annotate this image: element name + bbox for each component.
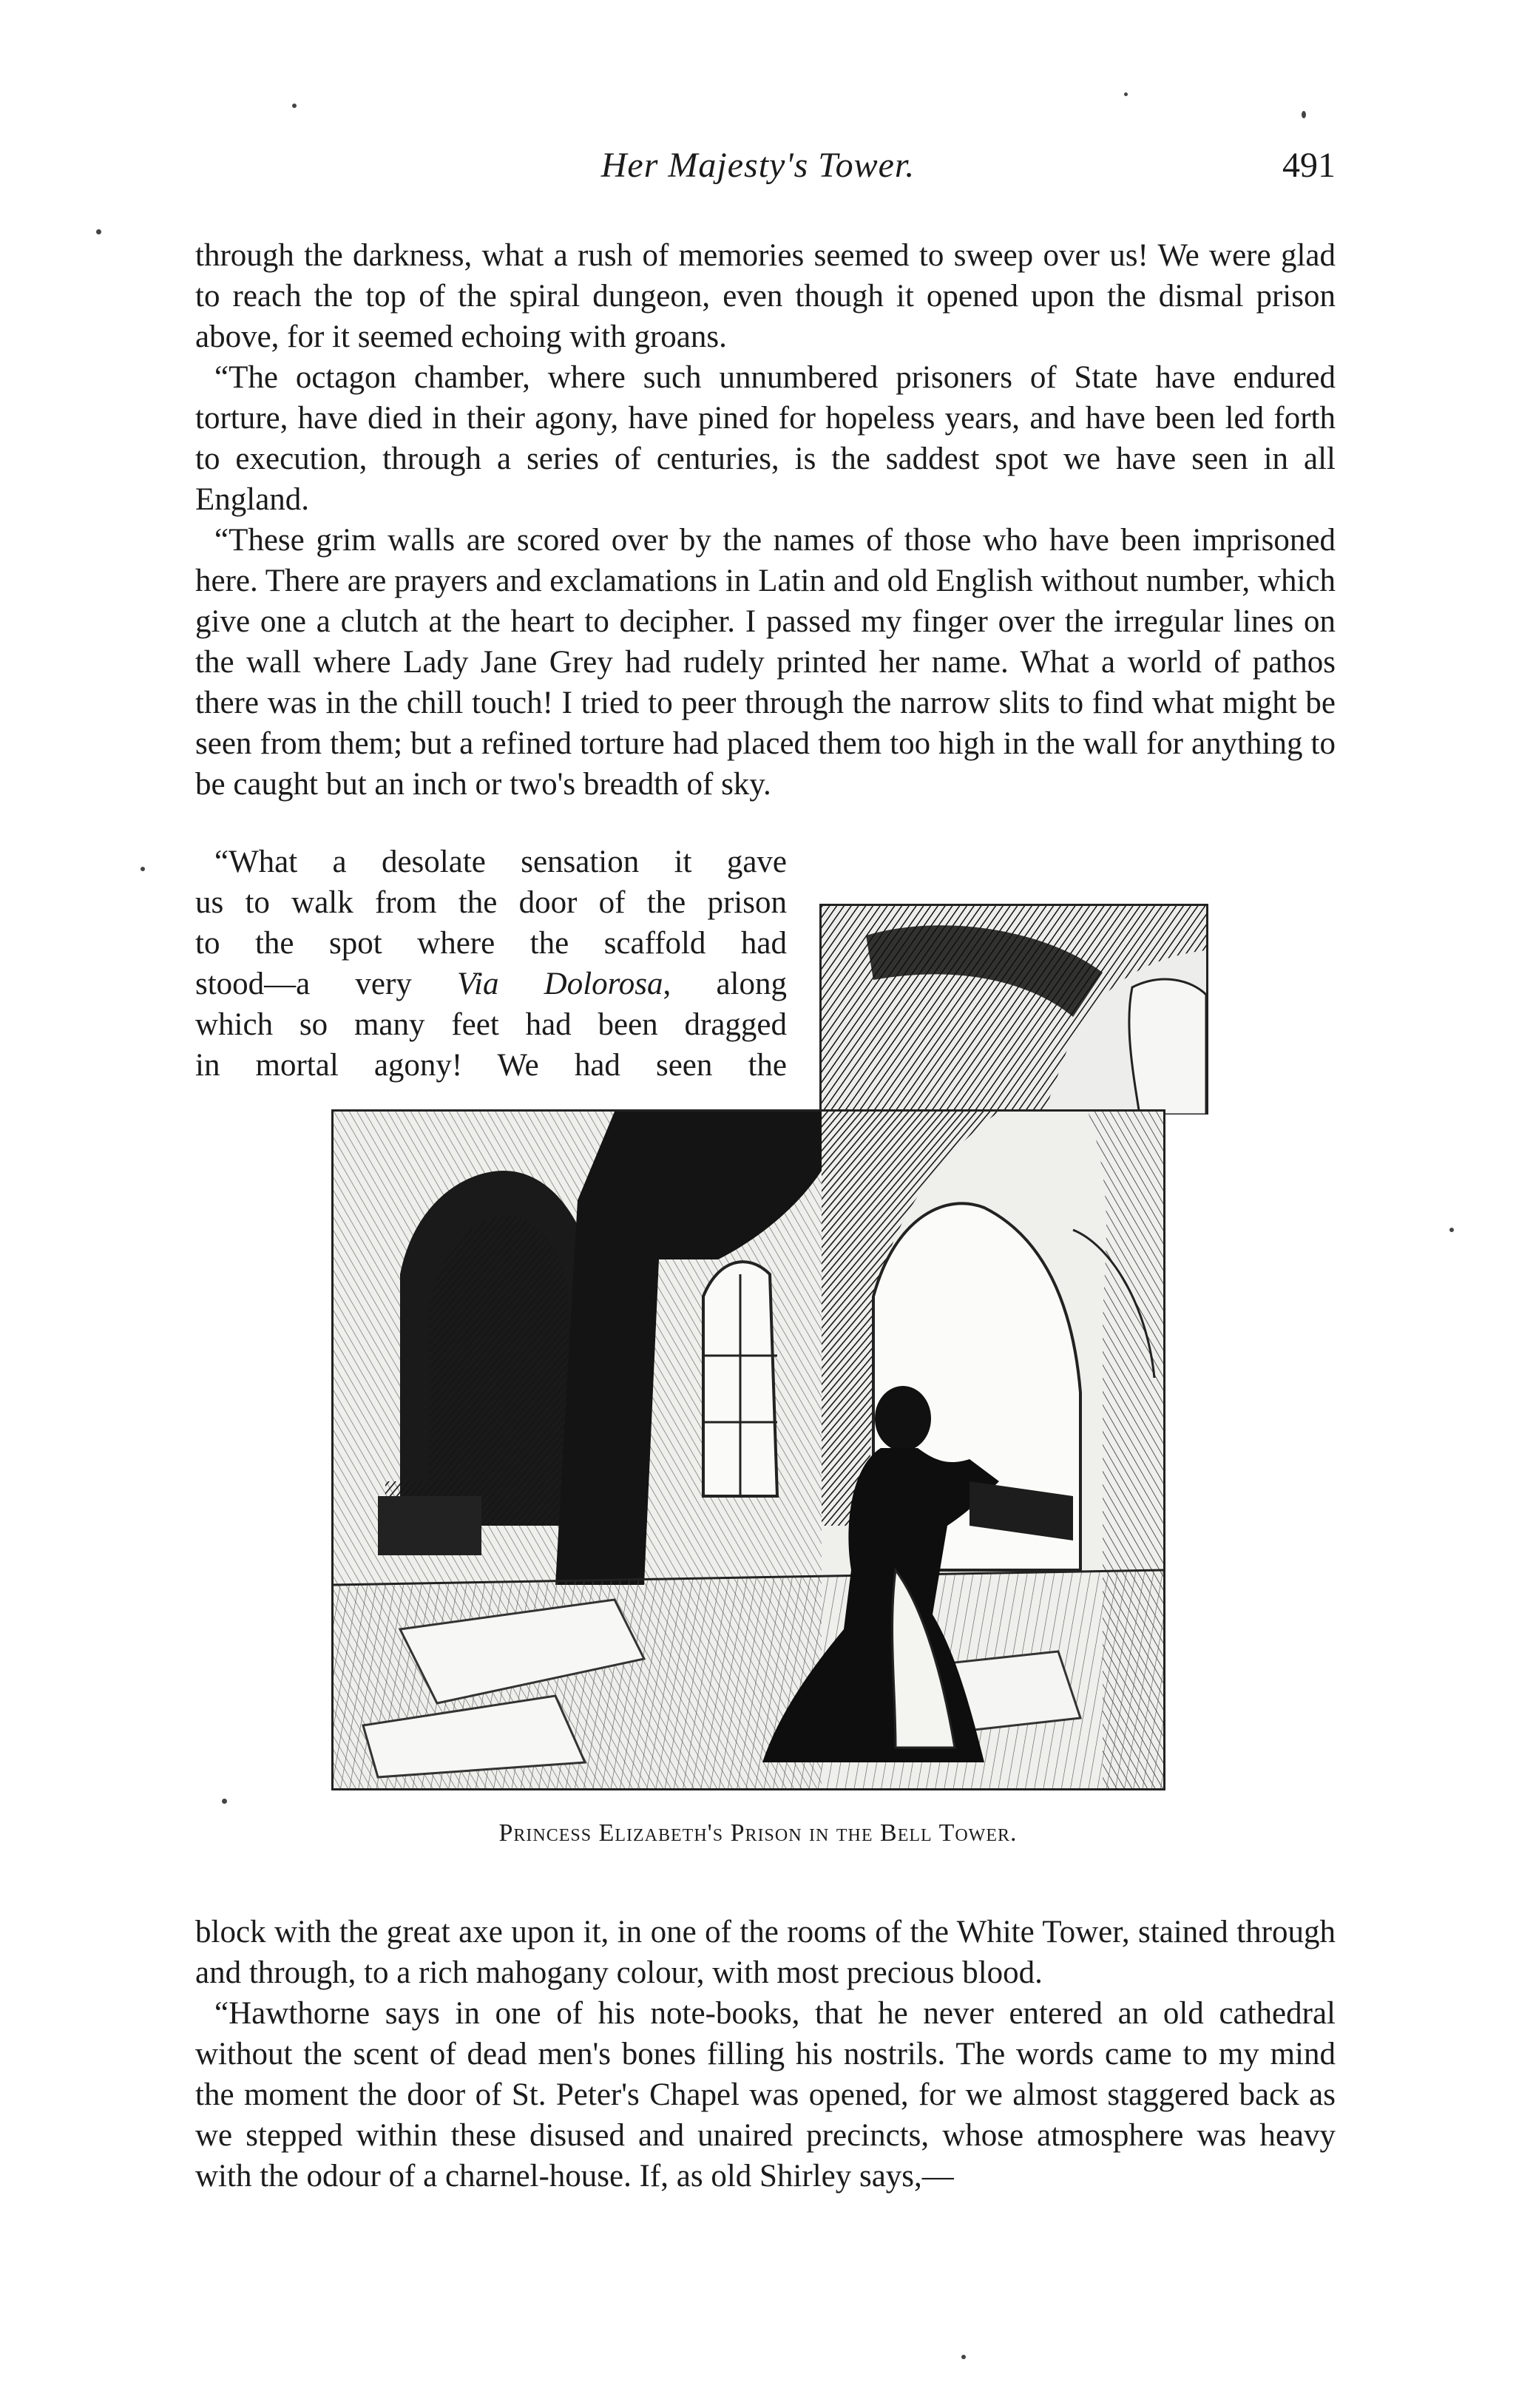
text-line: which so many feet had been dragged (195, 1007, 787, 1042)
paragraph: “Hawthorne says in one of his note-books, that he never entered an old cathedral without the scent of dead men's bones filling his nostrils. The words came to my mind the moment the door of St. Peter's Chapel was opened, for we almost staggered back as we stepped within these disused and unaired precincts, whose atmosphere was heavy with the odour of a charnel-house. If, as old Shirley says,— (195, 1996, 1336, 2194)
paragraph: block with the great axe upon it, in one of the rooms of the White Tower, stained through and through, to a rich mahogany colour, with most precious blood. (195, 1915, 1336, 1990)
running-header: Her Majesty's Tower. (600, 146, 916, 185)
scan-speck (96, 229, 101, 234)
prison-engraving (334, 1112, 1163, 1788)
scan-speck (961, 2355, 966, 2359)
illustration (331, 1109, 1165, 1790)
text-line: to the spot where the scaffold had (195, 926, 787, 961)
page-number: 491 (1282, 146, 1336, 185)
paragraph: through the darkness, what a rush of memories seemed to sweep over us! We were glad to reach the top of the spiral dungeon, even though it opened upon the dismal prison above, for it seemed echoing with groans. (195, 238, 1336, 354)
figure-caption: Princess Elizabeth's Prison in the Bell Tower. (498, 1819, 1018, 1847)
scan-speck (1302, 111, 1306, 118)
text-fragment: , along (663, 967, 787, 1001)
paragraph: “The octagon chamber, where such unnumbered prisoners of State have endured torture, have died in their agony, have pined for hopeless years, and have been led forth to execution, through a series of centuries, is the saddest spot we have seen in all England. (195, 360, 1336, 517)
illustration-upper (819, 904, 1208, 1115)
scan-speck (292, 104, 297, 108)
scan-speck (141, 867, 145, 871)
text-line (195, 964, 787, 1004)
body-text-bottom (195, 1912, 1336, 2196)
text-line: “What a desolate sensation it gave (214, 845, 787, 879)
text-fragment: stood—a very (195, 967, 457, 1001)
text-line: us to walk from the door of the prison (195, 885, 787, 920)
scan-speck (1449, 1228, 1454, 1232)
wrapped-paragraph (195, 842, 787, 1086)
body-text-top (195, 235, 1336, 805)
italic-term: Via Dolorosa (456, 967, 663, 1001)
paragraph: “These grim walls are scored over by the names of those who have been imprisoned here. There are prayers and exclamations in Latin and old English without number, which give one a clutch at the heart to decipher. I passed my finger over the irregular lines on the wall where Lady Jane Grey had rudely printed her name. What a world of pathos there was in the chill touch! I tried to peer through the narrow slits to find what might be seen from them; but a refined torture had placed them too high in the wall for anything to be caught but an inch or two's breadth of sky. (195, 523, 1336, 802)
vault-engraving (822, 906, 1206, 1115)
text-line: in mortal agony! We had seen the (195, 1048, 787, 1083)
scan-speck (1124, 92, 1128, 96)
scan-speck (222, 1799, 227, 1804)
